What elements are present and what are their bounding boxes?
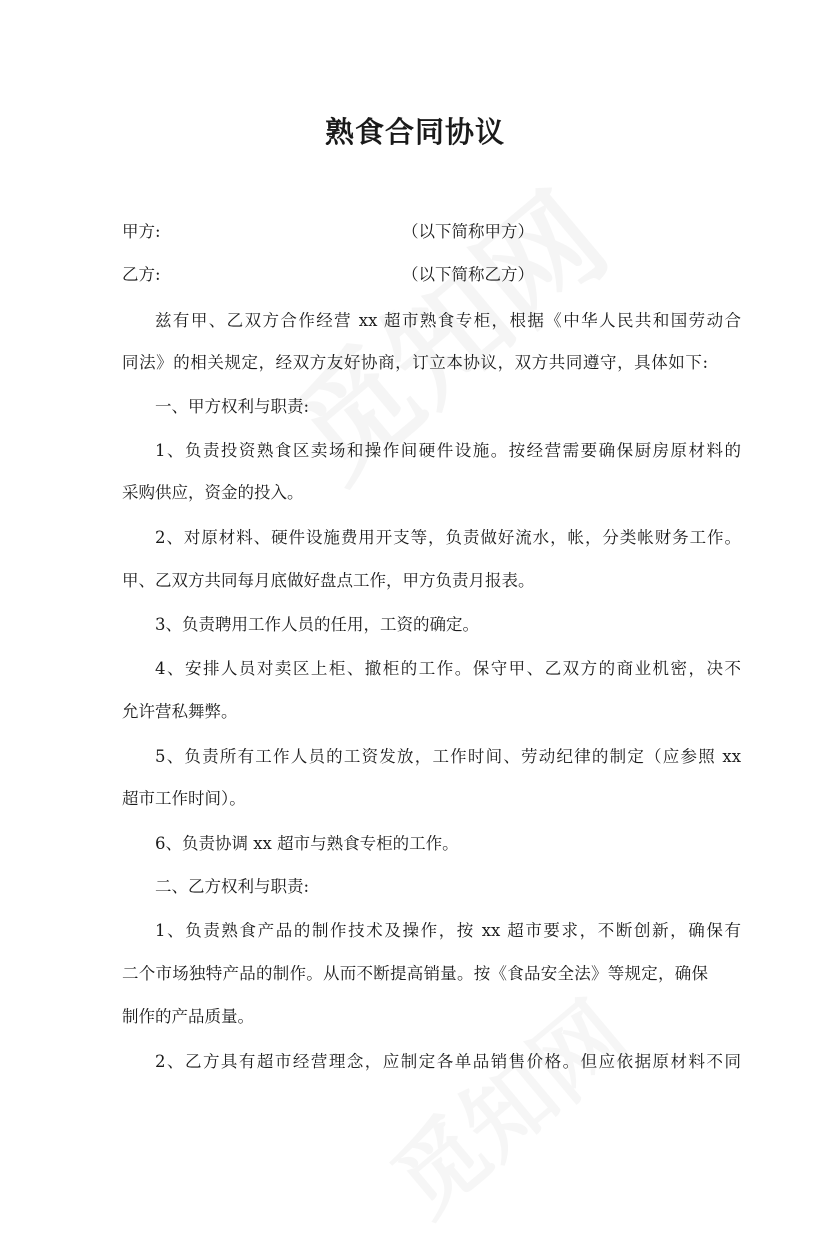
clause-a5-line-2: 超市工作时间）。 (122, 789, 246, 808)
clause-a5-line-1: 5、负责所有工作人员的工资发放，工作时间、劳动纪律的制定（应参照 xx (155, 747, 741, 766)
clause-b1-line-1: 1、负责熟食产品的制作技术及操作，按 xx 超市要求，不断创新，确保有 (155, 921, 741, 940)
document-title: 熟食合同协议 (324, 115, 505, 149)
party-a-line (122, 211, 708, 253)
party-a-label: 甲方: (122, 222, 161, 241)
clause-a1-line-1: 1、负责投资熟食区卖场和操作间硬件设施。按经营需要确保厨房原材料的 (155, 441, 741, 460)
clause-a4-line-2: 允许营私舞弊。 (122, 702, 238, 721)
clause-a2-line-1: 2、对原材料、硬件设施费用开支等，负责做好流水，帐，分类帐财务工作。 (155, 528, 741, 547)
clause-a2-line-2: 甲、乙双方共同每月底做好盘点工作，甲方负责月报表。 (122, 571, 535, 590)
section-2-heading: 二、乙方权利与职责: (155, 877, 310, 896)
party-a-note: （以下简称甲方） (402, 222, 534, 241)
party-b-note: （以下简称乙方） (402, 265, 534, 284)
intro-line-1: 兹有甲、乙双方合作经营 xx 超市熟食专柜，根据《中华人民共和国劳动合 (155, 311, 741, 330)
clause-a3-line-1: 3、负责聘用工作人员的任用，工资的确定。 (155, 615, 479, 634)
document-body (122, 211, 741, 1111)
party-b-label: 乙方: (122, 265, 161, 284)
clause-a4-line-1: 4、安排人员对卖区上柜、撤柜的工作。保守甲、乙双方的商业机密，决不 (155, 659, 741, 678)
clause-a6-line-1: 6、负责协调 xx 超市与熟食专柜的工作。 (155, 834, 459, 853)
clause-b2-line-1: 2、乙方具有超市经营理念，应制定各单品销售价格。但应依据原材料不同 (155, 1052, 741, 1071)
clause-b1-line-3: 制作的产品质量。 (122, 1007, 254, 1026)
party-b-line (122, 254, 708, 296)
clause-b1-line-2: 二个市场独特产品的制作。从而不断提高销量。按《食品安全法》等规定，确保 (122, 964, 708, 983)
intro-line-2: 同法》的相关规定，经双方友好协商，订立本协议，双方共同遵守，具体如下: (122, 353, 708, 372)
clause-a1-line-2: 采购供应，资金的投入。 (122, 483, 304, 502)
section-1-heading: 一、甲方权利与职责: (155, 397, 310, 416)
